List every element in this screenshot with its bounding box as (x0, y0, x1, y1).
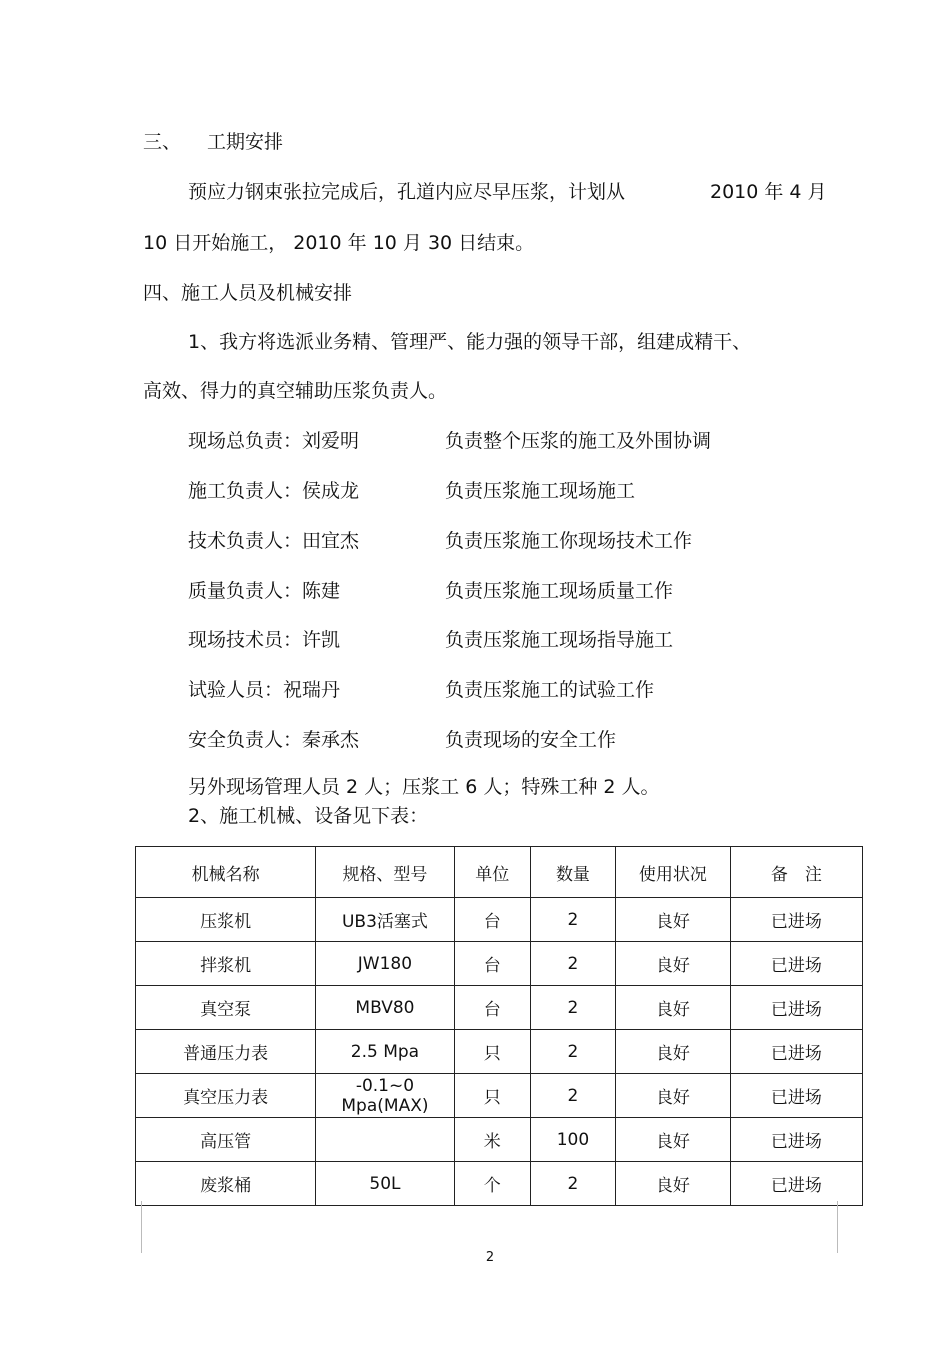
cell-condition: 良好 (616, 1030, 731, 1074)
staff-duty: 负责压浆施工现场施工 (445, 480, 636, 502)
table-row (136, 1162, 863, 1206)
section-3-title: 工期安排 (207, 131, 284, 153)
cell-spec-model: MBV80 (316, 986, 455, 1030)
cell-unit: 台 (454, 942, 530, 986)
schedule-paragraph-line-2: 10 日开始施工， 2010 年 10 月 30 日结束。 (143, 232, 535, 254)
cell-condition: 良好 (616, 1118, 731, 1162)
cell-unit: 只 (454, 1074, 530, 1118)
staff-role: 现场总负责：刘爱明 (188, 430, 360, 452)
cell-unit: 台 (454, 898, 530, 942)
cell-quantity: 2 (530, 986, 615, 1030)
section-3-number: 三、 (143, 131, 182, 153)
cell-quantity: 100 (530, 1118, 615, 1162)
cell-remarks: 已进场 (730, 986, 862, 1030)
staff-role: 现场技术员：许凯 (188, 629, 341, 651)
cell-machine-name: 真空泵 (136, 986, 316, 1030)
cell-machine-name: 真空压力表 (136, 1074, 316, 1118)
header-quantity: 数量 (530, 847, 615, 898)
table-row (136, 986, 863, 1030)
staff-duty: 负责现场的安全工作 (445, 729, 617, 751)
cell-remarks: 已进场 (730, 1162, 862, 1206)
staff-duty: 负责压浆施工的试验工作 (445, 679, 655, 701)
cell-quantity: 2 (530, 898, 615, 942)
cell-quantity: 2 (530, 942, 615, 986)
other-staff-line: 另外现场管理人员 2 人；压浆工 6 人；特殊工种 2 人。 (188, 776, 660, 798)
cell-quantity: 2 (530, 1074, 615, 1118)
header-condition: 使用状况 (616, 847, 731, 898)
staff-role: 安全负责人：秦承杰 (188, 729, 360, 751)
cell-remarks: 已进场 (730, 1030, 862, 1074)
cell-condition: 良好 (616, 1074, 731, 1118)
cell-condition: 良好 (616, 942, 731, 986)
staff-role: 技术负责人：田宜杰 (188, 530, 360, 552)
cell-unit: 米 (454, 1118, 530, 1162)
table-header-row (136, 847, 863, 898)
cell-machine-name: 压浆机 (136, 898, 316, 942)
section-3-heading (143, 130, 283, 154)
table-row (136, 898, 863, 942)
cell-spec-model: UB3活塞式 (316, 898, 455, 942)
cell-remarks: 已进场 (730, 898, 862, 942)
cell-machine-name: 废浆桶 (136, 1162, 316, 1206)
staff-role: 试验人员：祝瑞丹 (188, 679, 341, 701)
header-remarks: 备 注 (730, 847, 862, 898)
cell-spec-model: JW180 (316, 942, 455, 986)
table-row (136, 1118, 863, 1162)
cell-machine-name: 拌浆机 (136, 942, 316, 986)
header-unit: 单位 (454, 847, 530, 898)
staff-duty: 负责整个压浆的施工及外围协调 (445, 430, 712, 452)
table-row (136, 1030, 863, 1074)
cell-quantity: 2 (530, 1030, 615, 1074)
personnel-intro-line-2: 高效、得力的真空辅助压浆负责人。 (143, 380, 448, 402)
cell-remarks: 已进场 (730, 1074, 862, 1118)
schedule-paragraph-line-1 (188, 180, 827, 204)
header-spec-model: 规格、型号 (316, 847, 455, 898)
cell-spec-model: 2.5 Mpa (316, 1030, 455, 1074)
cell-condition: 良好 (616, 898, 731, 942)
cell-remarks: 已进场 (730, 1118, 862, 1162)
schedule-text: 预应力钢束张拉完成后，孔道内应尽早压浆，计划从 (188, 181, 626, 203)
header-machine-name: 机械名称 (136, 847, 316, 898)
staff-role: 质量负责人：陈建 (188, 580, 341, 602)
cell-spec-model: -0.1~0 Mpa(MAX) (316, 1074, 455, 1118)
cell-remarks: 已进场 (730, 942, 862, 986)
cell-machine-name: 普通压力表 (136, 1030, 316, 1074)
cell-spec-model: 50L (316, 1162, 455, 1206)
cell-spec-model (316, 1118, 455, 1162)
section-4-heading: 四、施工人员及机械安排 (143, 282, 353, 304)
page-frame-right (837, 1201, 838, 1253)
personnel-intro-line-1: 1、我方将选派业务精、管理严、能力强的领导干部，组建成精干、 (188, 331, 752, 353)
cell-unit: 只 (454, 1030, 530, 1074)
schedule-start-date: 2010 年 4 月 (710, 181, 827, 203)
cell-condition: 良好 (616, 986, 731, 1030)
cell-quantity: 2 (530, 1162, 615, 1206)
staff-role: 施工负责人：侯成龙 (188, 480, 360, 502)
page-frame-left (141, 1201, 142, 1253)
table-row (136, 1074, 863, 1118)
staff-duty: 负责压浆施工现场质量工作 (445, 580, 674, 602)
cell-unit: 台 (454, 986, 530, 1030)
cell-condition: 良好 (616, 1162, 731, 1206)
table-row (136, 942, 863, 986)
staff-duty: 负责压浆施工现场指导施工 (445, 629, 674, 651)
staff-duty: 负责压浆施工你现场技术工作 (445, 530, 693, 552)
equipment-intro: 2、施工机械、设备见下表： (188, 805, 429, 827)
page-number: 2 (485, 1250, 495, 1265)
equipment-table (135, 846, 863, 1206)
cell-machine-name: 高压管 (136, 1118, 316, 1162)
cell-unit: 个 (454, 1162, 530, 1206)
